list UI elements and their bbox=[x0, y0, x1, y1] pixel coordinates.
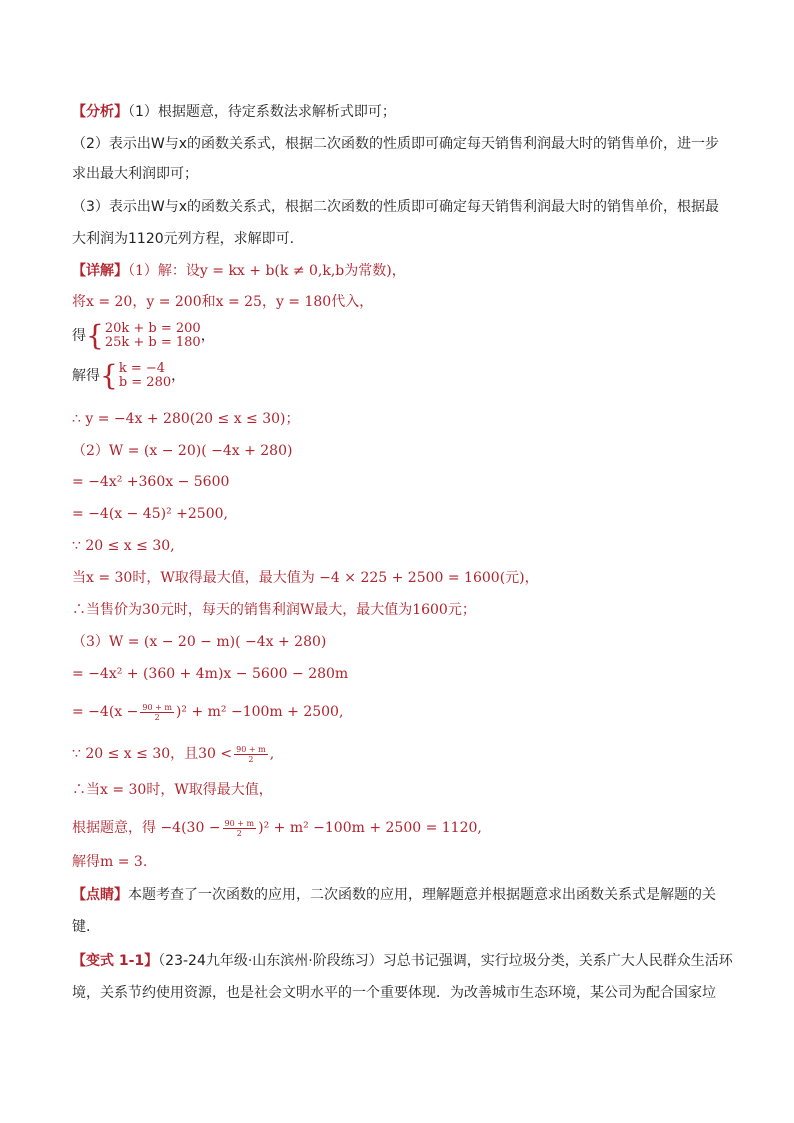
analysis-line-4: （3）表示出W与x的函数关系式，根据二次函数的性质即可确定每天销售利润最大时的销售单价，根据最 bbox=[72, 199, 720, 215]
fraction bbox=[223, 819, 257, 838]
detail-line-15 bbox=[72, 742, 274, 766]
detail-line-10: 当x = 30时，W取得最大值，最大值为 −4 × 225 + 2500 = 1600(元)， bbox=[72, 570, 539, 586]
fraction bbox=[140, 703, 174, 722]
system-2-eq1: k = −4 bbox=[118, 361, 166, 376]
detail-line-18: 解得m = 3. bbox=[72, 854, 148, 870]
detail-line-9: ∵ 20 ≤ x ≤ 30, bbox=[72, 538, 175, 554]
analysis-line-2: （2）表示出W与x的函数关系式，根据二次函数的性质即可确定每天销售利润最大时的销售单价，进一步 bbox=[72, 136, 720, 152]
system-1-suffix: ， bbox=[200, 328, 215, 344]
system-equation-1 bbox=[72, 319, 215, 352]
brace-icon: { bbox=[86, 319, 104, 352]
detail-line-6: （2）W = (x − 20)( −4x + 280) bbox=[72, 443, 293, 459]
system-equation-2 bbox=[72, 359, 186, 392]
fraction-denominator: 2 bbox=[248, 754, 254, 764]
detail-text-1: （1）解：设y = kx + b(k ≠ 0,k,b为常数)， bbox=[128, 263, 406, 279]
detail-line-7: = −4x² +360x − 5600 bbox=[72, 474, 230, 490]
system-1-eq2: 25k + b = 180 bbox=[104, 335, 201, 350]
comment-line-2: 键. bbox=[72, 919, 91, 935]
line-14-end: )² + m² −100m + 2500, bbox=[175, 704, 344, 720]
variant-line-2: 境，关系节约使用资源，也是社会文明水平的一个重要体现．为改善城市生态环境，某公司为配合国家垃 bbox=[72, 985, 716, 1001]
comment-text-1: 本题考查了一次函数的应用，二次函数的应用，理解题意并根据题意求出函数关系式是解题的关 bbox=[128, 887, 716, 903]
detail-line-5: ∴ y = −4x + 280(20 ≤ x ≤ 30)； bbox=[72, 411, 300, 427]
comment-tag: 【点睛】 bbox=[72, 887, 128, 903]
line-14-start: = −4(x − bbox=[72, 704, 139, 720]
line-17-start: 根据题意，得 −4(30 − bbox=[72, 820, 221, 836]
system-2-eq2: b = 280 bbox=[118, 375, 172, 390]
analysis-line-1 bbox=[72, 102, 396, 122]
comment-line-1 bbox=[72, 885, 716, 905]
fraction-denominator: 2 bbox=[154, 712, 160, 722]
detail-line-16: ∴当x = 30时，W取得最大值， bbox=[72, 782, 273, 798]
analysis-line-5: 大利润为1120元列方程，求解即可. bbox=[72, 231, 295, 247]
system-2-prefix: 解得 bbox=[72, 368, 100, 384]
system-2-suffix: ， bbox=[171, 368, 186, 384]
variant-line-1 bbox=[72, 951, 733, 971]
system-2-equations bbox=[119, 362, 171, 390]
detail-line-8: = −4(x − 45)² +2500, bbox=[72, 506, 228, 522]
line-15-end: , bbox=[269, 746, 275, 762]
fraction-numerator: 90 + m bbox=[224, 818, 255, 828]
system-1-equations bbox=[105, 322, 201, 350]
analysis-tag: 【分析】 bbox=[72, 104, 128, 120]
fraction-numerator: 90 + m bbox=[142, 702, 172, 712]
detail-line-2: 将x = 20，y = 200和x = 25，y = 180代入， bbox=[72, 294, 374, 310]
fraction-numerator: 90 + m bbox=[236, 744, 266, 754]
detail-line-11: ∴当售价为30元时，每天的销售利润W最大，最大值为1600元； bbox=[72, 602, 476, 618]
system-1-eq1: 20k + b = 200 bbox=[104, 321, 201, 336]
detail-tag: 【详解】 bbox=[72, 263, 128, 279]
detail-line-13: = −4x² + (360 + 4m)x − 5600 − 280m bbox=[72, 666, 349, 682]
detail-line-12: （3）W = (x − 20 − m)( −4x + 280) bbox=[72, 634, 327, 650]
detail-line-14 bbox=[72, 700, 343, 724]
variant-tag: 【变式 1-1】 bbox=[72, 953, 159, 969]
analysis-line-3: 求出最大利润即可； bbox=[72, 166, 198, 182]
brace-icon: { bbox=[100, 359, 118, 392]
analysis-text-1: （1）根据题意，待定系数法求解析式即可； bbox=[128, 104, 396, 120]
detail-line-1 bbox=[72, 261, 406, 281]
line-15-start: ∵ 20 ≤ x ≤ 30，且30 < bbox=[72, 746, 233, 762]
fraction bbox=[234, 745, 268, 764]
detail-line-17 bbox=[72, 816, 482, 840]
variant-text-1: （23-24九年级·山东滨州·阶段练习）习总书记强调，实行垃圾分类，关系广大人民群众生活环 bbox=[158, 953, 733, 969]
fraction-denominator: 2 bbox=[236, 828, 242, 838]
line-17-end: )² + m² −100m + 2500 = 1120, bbox=[258, 820, 482, 836]
system-1-prefix: 得 bbox=[72, 328, 86, 344]
